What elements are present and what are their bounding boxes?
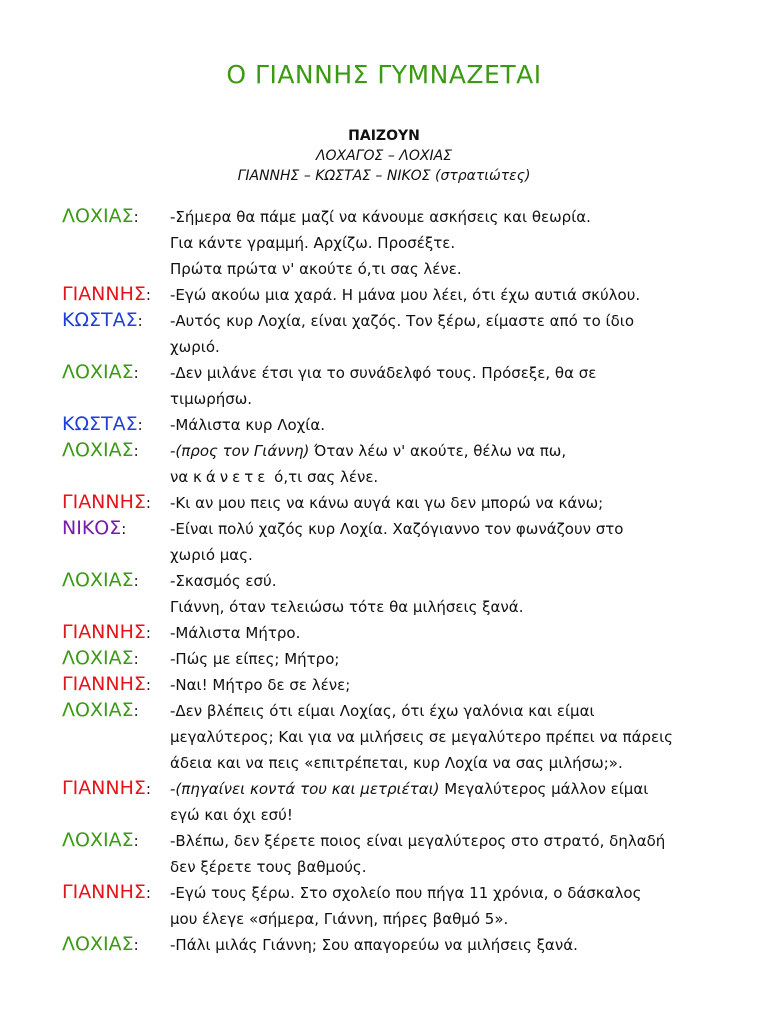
speaker-giannis: ΓΙΑΝΝΗΣ: — [62, 491, 151, 513]
dialogue-text: -Πώς με είπες; Μήτρο; — [170, 650, 340, 668]
speaker-lochias: ΛΟΧΙΑΣ: — [62, 647, 139, 669]
cast-officers: ΛΟΧΑΓΟΣ – ΛΟΧΙΑΣ — [315, 148, 453, 164]
speaker-lochias: ΛΟΧΙΑΣ: — [62, 933, 139, 955]
cast-list — [0, 126, 768, 186]
dialogue-line — [62, 854, 762, 880]
dialogue-line — [62, 204, 762, 230]
dialogue-line — [62, 724, 762, 750]
dialogue-text: Πρώτα πρώτα ν' ακούτε ό,τι σας λένε. — [170, 260, 462, 278]
dialogue-line — [62, 308, 762, 334]
speaker-lochias: ΛΟΧΙΑΣ: — [62, 439, 139, 461]
dialogue-line — [62, 542, 762, 568]
dialogue-text: -(προς τον Γιάννη) Όταν λέω ν' ακούτε, θέλω να πω, — [170, 442, 567, 460]
cast-soldiers: ΓΙΑΝΝΗΣ – ΚΩΣΤΑΣ – ΝΙΚΟΣ (στρατιώτες) — [237, 168, 531, 184]
dialogue-text: -Κι αν μου πεις να κάνω αυγά και γω δεν μπορώ να κάνω; — [170, 494, 604, 512]
dialogue-line — [62, 438, 762, 464]
dialogue-text: -(πηγαίνει κοντά του και μετριέται) Μεγαλύτερος μάλλον είμαι — [170, 780, 649, 798]
dialogue-text: Γιάννη, όταν τελειώσω τότε θα μιλήσεις ξανά. — [170, 598, 524, 616]
dialogue-line — [62, 594, 762, 620]
dialogue-line — [62, 412, 762, 438]
dialogue-text: μου έλεγε «σήμερα, Γιάννη, πήρες βαθμό 5». — [170, 910, 509, 928]
dialogue-text: -Μάλιστα Μήτρο. — [170, 624, 301, 642]
speaker-lochias: ΛΟΧΙΑΣ: — [62, 205, 139, 227]
page-title: Ο ΓΙΑΝΝΗΣ ΓΥΜΝΑΖΕΤΑΙ — [226, 60, 542, 89]
dialogue-text: -Βλέπω, δεν ξέρετε ποιος είναι μεγαλύτερος στο στρατό, δηλαδή — [170, 832, 666, 850]
dialogue-line — [62, 906, 762, 932]
dialogue-text: -Σκασμός εσύ. — [170, 572, 277, 590]
dialogue-line — [62, 880, 762, 906]
dialogue-line — [62, 750, 762, 776]
speaker-giannis: ΓΙΑΝΝΗΣ: — [62, 777, 151, 799]
dialogue-line — [62, 230, 762, 256]
dialogue-line — [62, 828, 762, 854]
dialogue-text: -Δεν βλέπεις ότι είμαι Λοχίας, ότι έχω γαλόνια και είμαι — [170, 702, 595, 720]
cast-heading: ΠΑΙΖΟΥΝ — [348, 128, 420, 144]
dialogue-text: χωριό. — [170, 338, 220, 356]
speaker-kostas: ΚΩΣΤΑΣ: — [62, 309, 143, 331]
speaker-lochias: ΛΟΧΙΑΣ: — [62, 699, 139, 721]
stage-direction: (πηγαίνει κοντά του και μετριέται) — [175, 780, 440, 798]
dialogue-line — [62, 932, 762, 958]
speaker-giannis: ΓΙΑΝΝΗΣ: — [62, 673, 151, 695]
dialogue-line — [62, 334, 762, 360]
dialogue-line — [62, 490, 762, 516]
dialogue-text: Για κάντε γραμμή. Αρχίζω. Προσέξτε. — [170, 234, 456, 252]
dialogue-line — [62, 360, 762, 386]
speaker-nikos: ΝΙΚΟΣ: — [62, 517, 127, 539]
dialogue-text: εγώ και όχι εσύ! — [170, 806, 293, 824]
dialogue-text: -Ναι! Μήτρο δε σε λένε; — [170, 676, 351, 694]
dialogue-line — [62, 282, 762, 308]
dialogue-text: -Πάλι μιλάς Γιάννη; Σου απαγορεύω να μιλήσεις ξανά. — [170, 936, 578, 954]
dialogue-line — [62, 672, 762, 698]
dialogue-text: τιμωρήσω. — [170, 390, 253, 408]
dialogue-text: να κάνετε ό,τι σας λένε. — [170, 468, 379, 486]
emphasized-word: κάνετε — [193, 468, 270, 486]
dialogue-line — [62, 698, 762, 724]
speaker-kostas: ΚΩΣΤΑΣ: — [62, 413, 143, 435]
dialogue-line — [62, 646, 762, 672]
dialogue-text: -Αυτός κυρ Λοχία, είναι χαζός. Τον ξέρω, είμαστε από το ίδιο — [170, 312, 635, 330]
stage-direction: (προς τον Γιάννη) — [175, 442, 310, 460]
dialogue-text: -Σήμερα θα πάμε μαζί να κάνουμε ασκήσεις και θεωρία. — [170, 208, 591, 226]
speaker-lochias: ΛΟΧΙΑΣ: — [62, 361, 139, 383]
speaker-giannis: ΓΙΑΝΝΗΣ: — [62, 881, 151, 903]
dialogue-text: -Εγώ ακούω μια χαρά. Η μάνα μου λέει, ότι έχω αυτιά σκύλου. — [170, 286, 641, 304]
speaker-giannis: ΓΙΑΝΝΗΣ: — [62, 283, 151, 305]
dialogue-line — [62, 568, 762, 594]
script-body — [62, 204, 762, 958]
dialogue-line — [62, 464, 762, 490]
dialogue-text: άδεια και να πεις «επιτρέπεται, κυρ Λοχία να σας μιλήσω;». — [170, 754, 623, 772]
dialogue-text: μεγαλύτερος; Και για να μιλήσεις σε μεγαλύτερο πρέπει να πάρεις — [170, 728, 673, 746]
dialogue-text: -Μάλιστα κυρ Λοχία. — [170, 416, 326, 434]
dialogue-line — [62, 386, 762, 412]
dialogue-text: δεν ξέρετε τους βαθμούς. — [170, 858, 367, 876]
dialogue-line — [62, 620, 762, 646]
dialogue-text: χωριό μας. — [170, 546, 253, 564]
speaker-lochias: ΛΟΧΙΑΣ: — [62, 569, 139, 591]
dialogue-text: -Εγώ τους ξέρω. Στο σχολείο που πήγα 11 χρόνια, ο δάσκαλος — [170, 884, 642, 902]
dialogue-line — [62, 256, 762, 282]
dialogue-text: -Είναι πολύ χαζός κυρ Λοχία. Χαζόγιαννο τον φωνάζουν στο — [170, 520, 624, 538]
dialogue-line — [62, 776, 762, 802]
speaker-lochias: ΛΟΧΙΑΣ: — [62, 829, 139, 851]
dialogue-line — [62, 516, 762, 542]
speaker-giannis: ΓΙΑΝΝΗΣ: — [62, 621, 151, 643]
dialogue-line — [62, 802, 762, 828]
dialogue-text: -Δεν μιλάνε έτσι για το συνάδελφό τους. Πρόσεξε, θα σε — [170, 364, 597, 382]
